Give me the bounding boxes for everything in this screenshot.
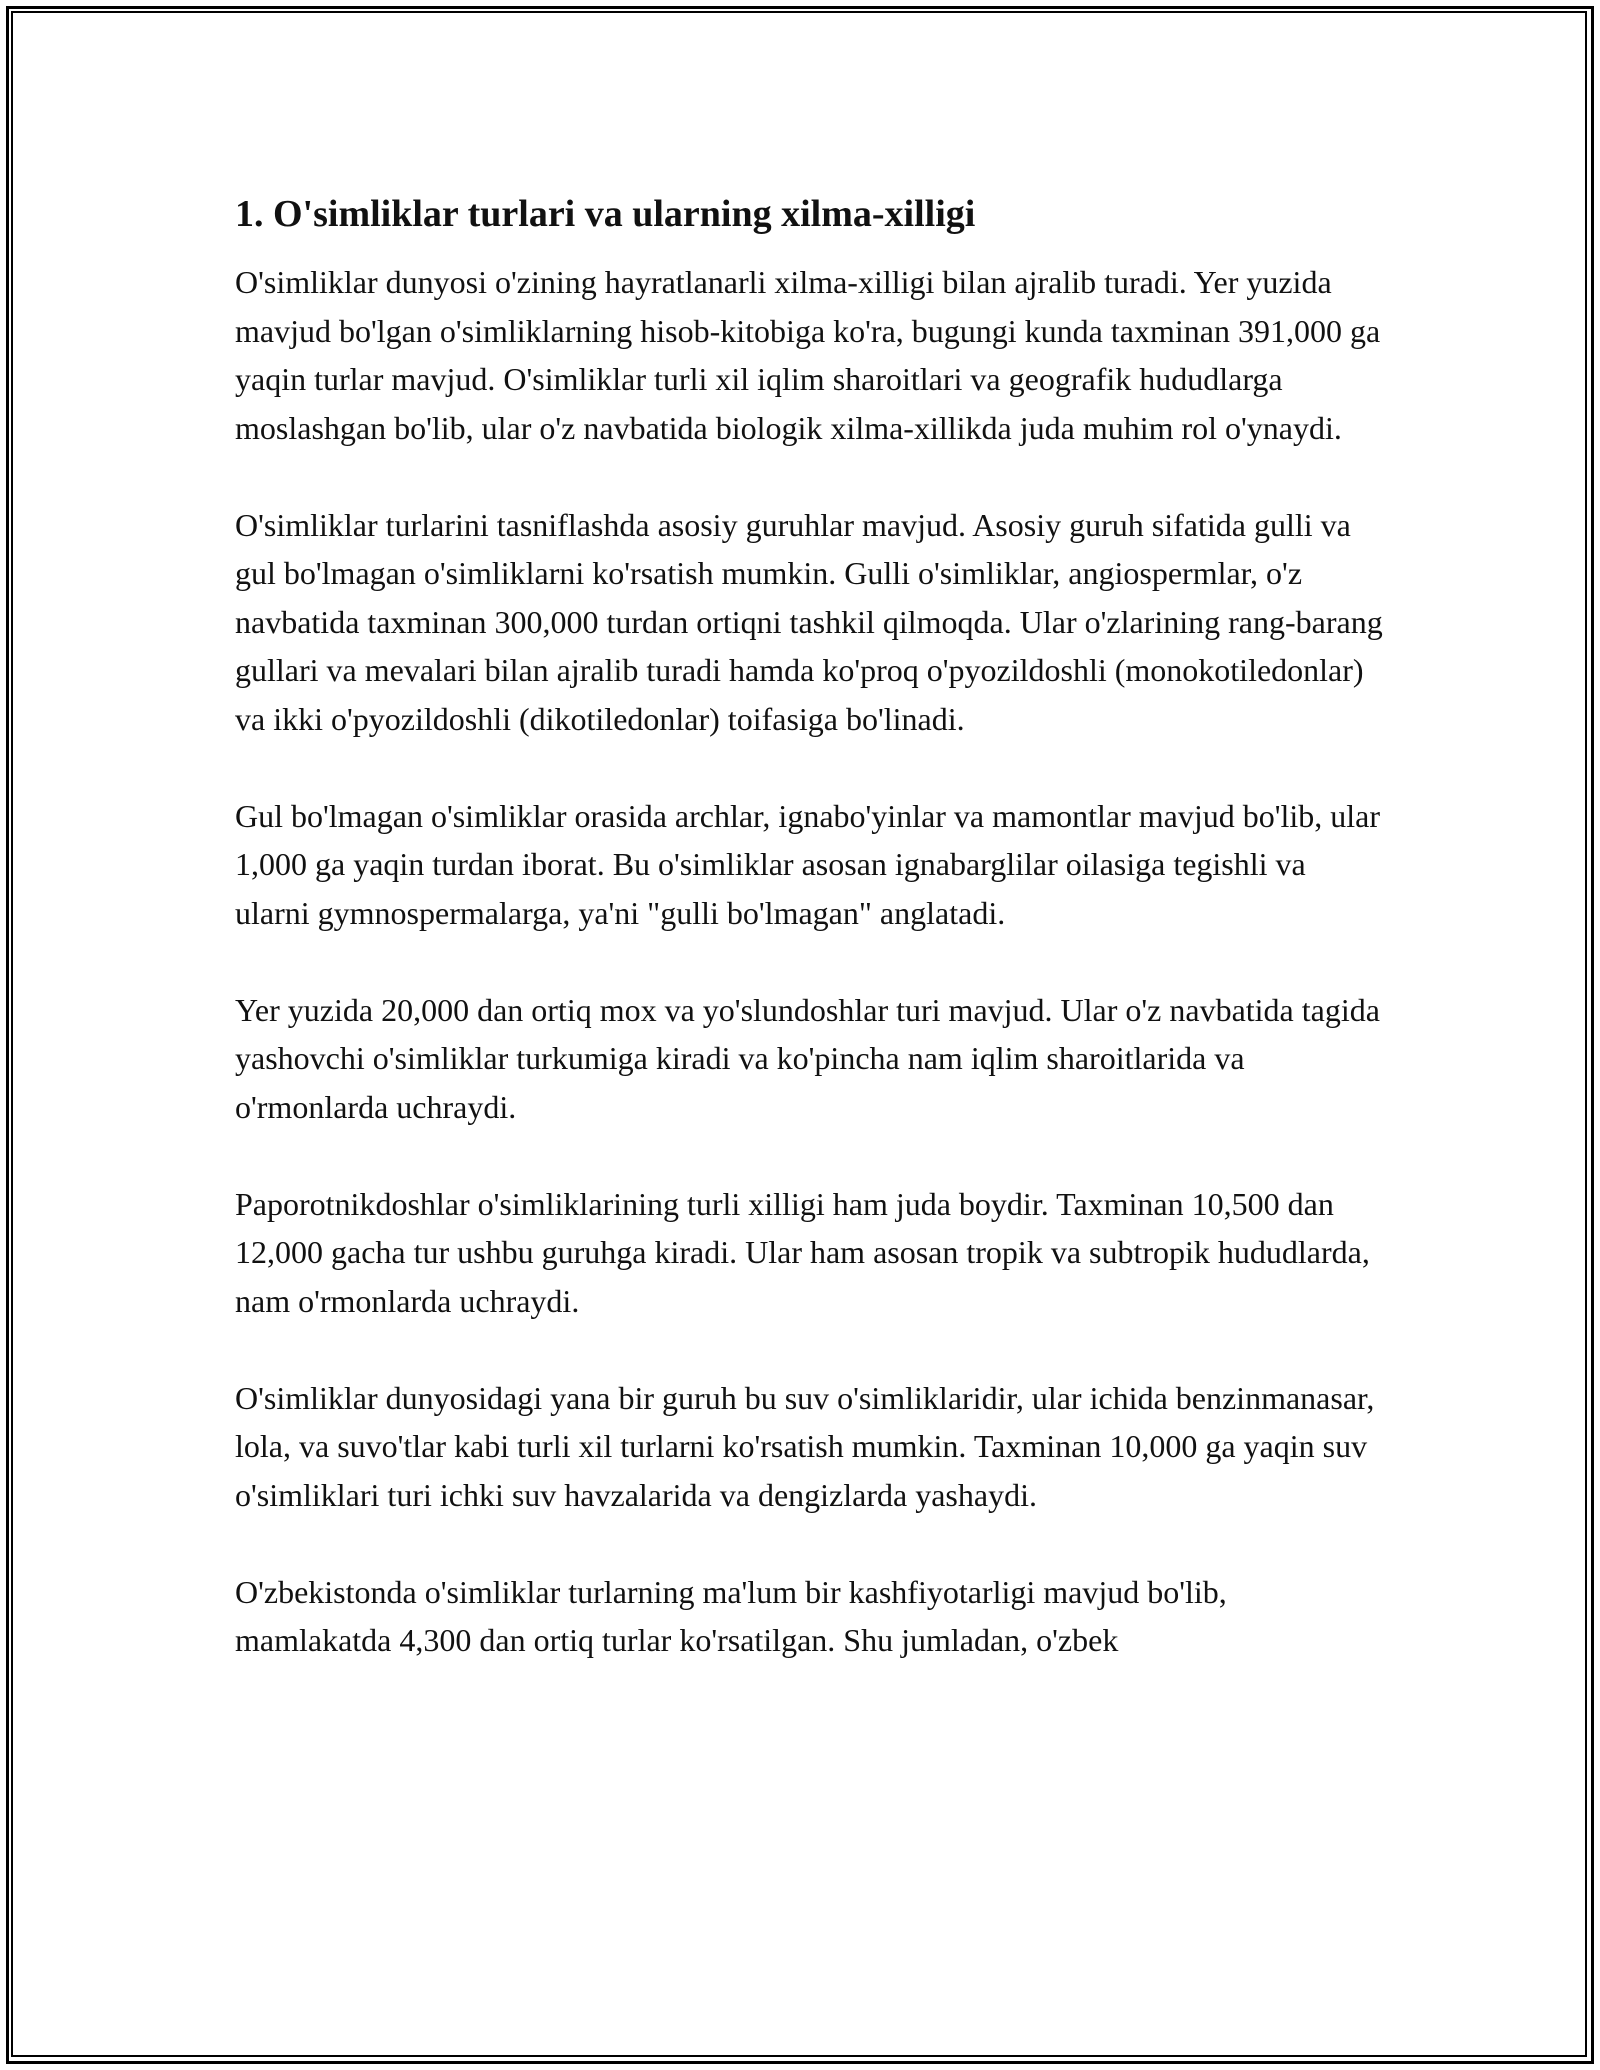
document-body bbox=[235, 190, 1385, 1665]
paragraph-4: Yer yuzida 20,000 dan ortiq mox va yo'slundoshlar turi mavjud. Ular o'z navbatida tagida yashovchi o'simliklar turkumiga kiradi va ko'pincha nam iqlim sharoitlarida va o'rmonlarda uchraydi. bbox=[235, 991, 1380, 1125]
paragraph-1: O'simliklar dunyosi o'zining hayratlanarli xilma-xilligi bilan ajralib turadi. Yer yuzida mavjud bo'lgan o'simliklarning hisob-kitobiga ko'ra, bugungi kunda taxminan 391,000 ga yaqin turlar mavjud. O'simliklar turli xil iqlim sharoitlari va geografik hududlarga moslashgan bo'lib, ular o'z navbatida biologik xilma-xillikda juda muhim rol o'ynaydi. bbox=[235, 264, 1381, 446]
paragraph-7: O'zbekistonda o'simliklar turlarning ma'lum bir kashfiyotarligi mavjud bo'lib, mamlakatda 4,300 dan ortiq turlar ko'rsatilgan. Shu jumladan, o'zbek bbox=[235, 1573, 1227, 1658]
paragraph-3: Gul bo'lmagan o'simliklar orasida archlar, ignabo'yinlar va mamontlar mavjud bo'lib, ular 1,000 ga yaqin turdan iborat. Bu o'simliklar asosan ignabarglilar oilasiga tegishli va ularni gymnospermalarga, ya'ni "gulli bo'lmagan" anglatadi. bbox=[235, 797, 1381, 931]
section-heading: 1. O'simliklar turlari va ularning xilma-xilligi bbox=[235, 193, 976, 235]
paragraph-2: O'simliklar turlarini tasniflashda asosiy guruhlar mavjud. Asosiy guruh sifatida gulli va gul bo'lmagan o'simliklarni ko'rsatish mumkin. Gulli o'simliklar, angiospermlar, o'z navbatida taxminan 300,000 turdan ortiqni tashkil qilmoqda. Ular o'zlarining rang-barang gullari va mevalari bilan ajralib turadi hamda ko'proq o'pyozildoshli (monokotiledonlar) va ikki o'pyozildoshli (dikotiledonlar) toifasiga bo'linadi. bbox=[235, 506, 1383, 737]
paragraph-6: O'simliklar dunyosidagi yana bir guruh bu suv o'simliklaridir, ular ichida benzinmanasar, lola, va suvo'tlar kabi turli xil turlarni ko'rsatish mumkin. Taxminan 10,000 ga yaqin suv o'simliklari turi ichki suv havzalarida va dengizlarda yashaydi. bbox=[235, 1379, 1375, 1513]
paragraph-5: Paporotnikdoshlar o'simliklarining turli xilligi ham juda boydir. Taxminan 10,500 dan 12,000 gacha tur ushbu guruhga kiradi. Ular ham asosan tropik va subtropik hududlarda, nam o'rmonlarda uchraydi. bbox=[235, 1185, 1370, 1319]
